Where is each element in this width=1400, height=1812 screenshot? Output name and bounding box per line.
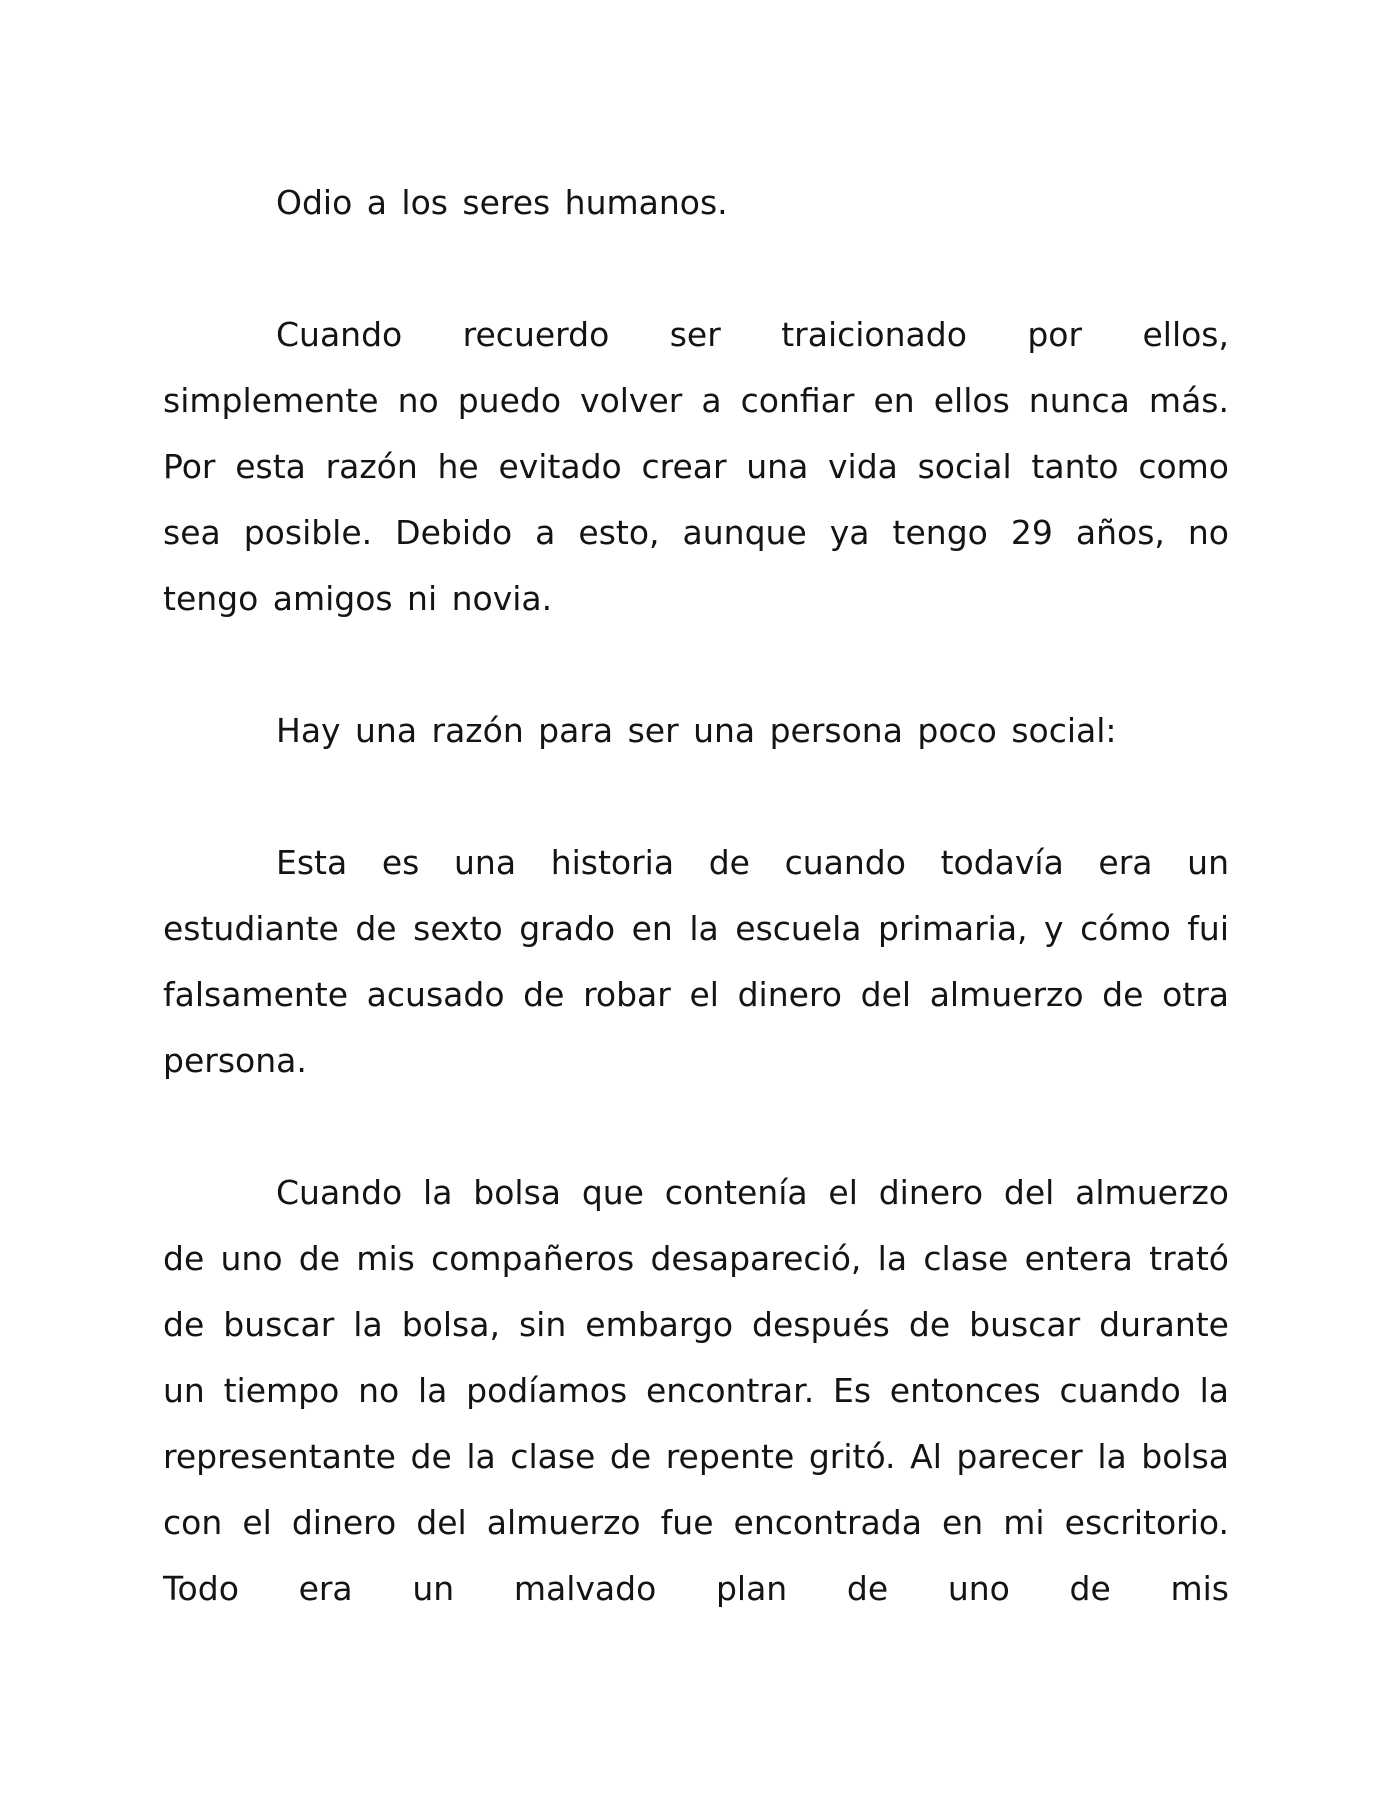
paragraph-2: Cuando recuerdo ser traicionado por ellos, simplemente no puedo volver a confiar en ellos nunca más. Por esta razón he evitado crear una vida social tanto como sea posible. Debido a esto, aunque ya tengo 29 años, no tengo amigos ni novia. (163, 315, 1229, 618)
paragraph-5: Cuando la bolsa que contenía el dinero del almuerzo de uno de mis compañeros desapareció, la clase entera trató de buscar la bolsa, sin embargo después de buscar durante un tiempo no la podíamos encontrar. Es entonces cuando la representante de la clase de repente gritó. Al parecer la bolsa con el dinero del almuerzo fue encontrada en mi escritorio. Todo era un malvado plan de uno de mis (163, 1173, 1229, 1608)
paragraph-3: Hay una razón para ser una persona poco social: (276, 711, 1117, 750)
paragraph-1: Odio a los seres humanos. (276, 183, 728, 222)
paragraph-4: Esta es una historia de cuando todavía era un estudiante de sexto grado en la escuela primaria, y cómo fui falsamente acusado de robar el dinero del almuerzo de otra persona. (163, 843, 1229, 1080)
document-page (163, 170, 1229, 1688)
